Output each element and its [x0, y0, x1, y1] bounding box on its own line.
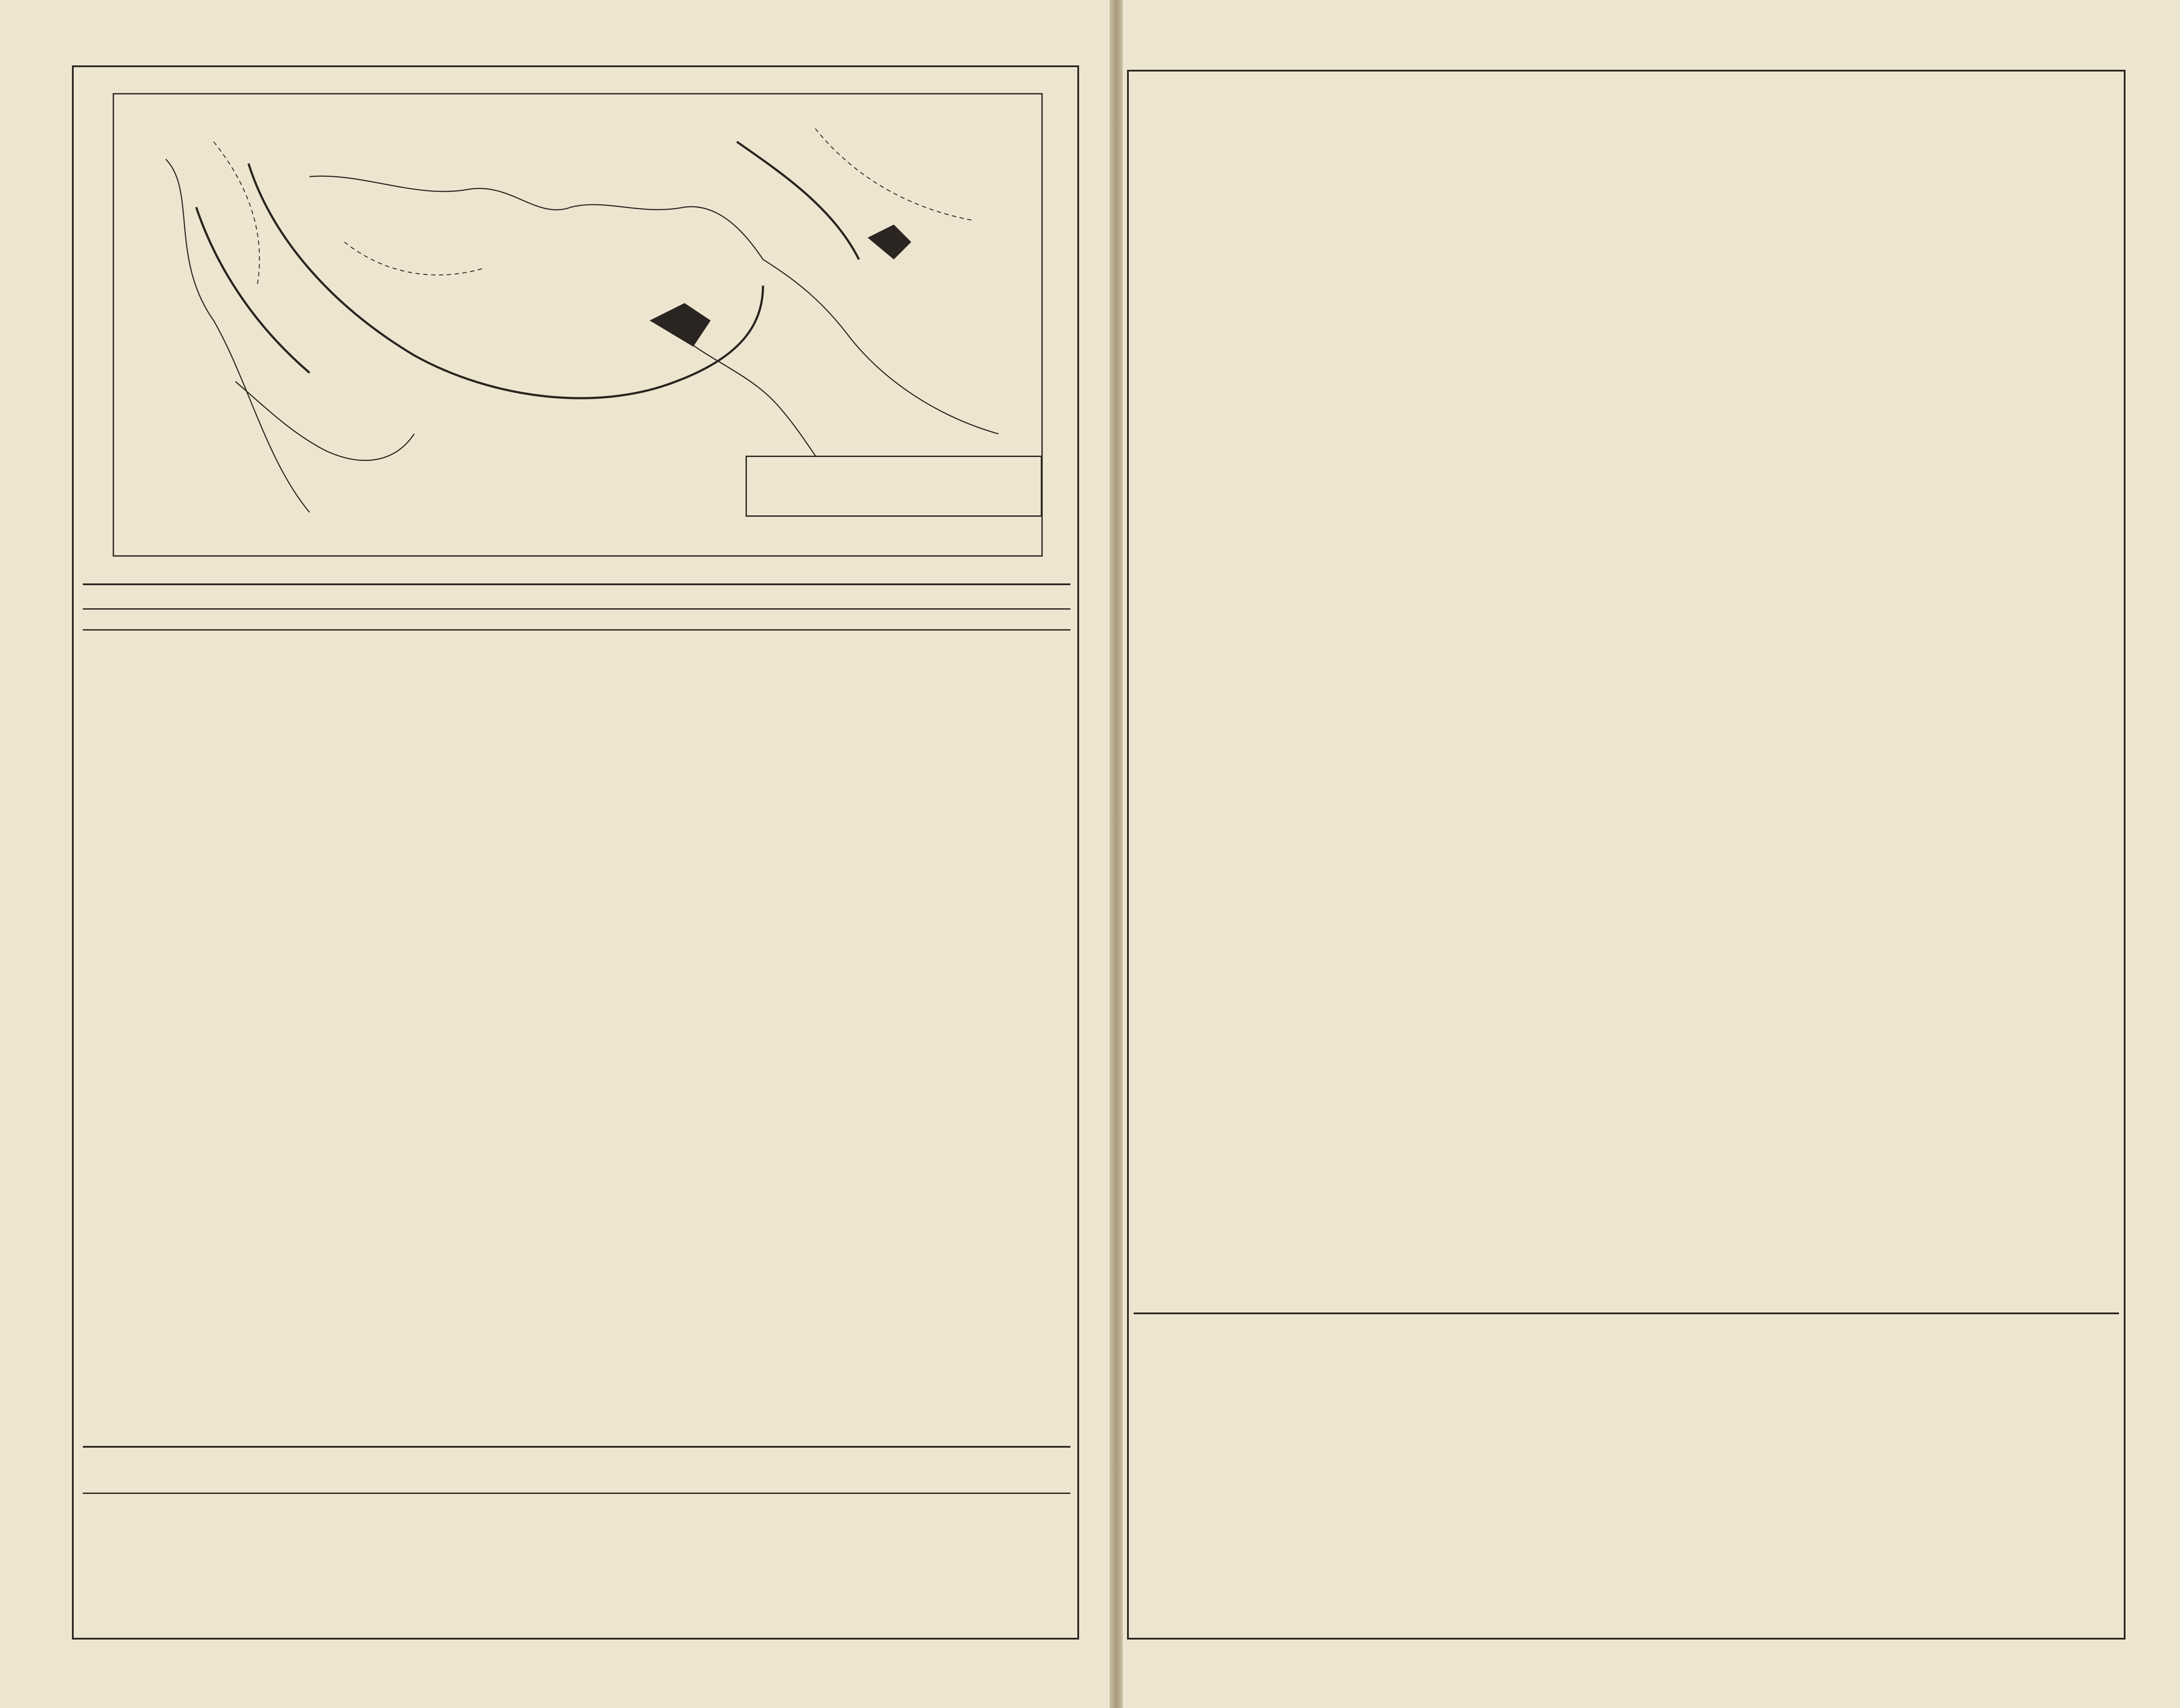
ships-drawing — [83, 631, 1070, 1446]
ships-longitude-header — [83, 610, 1070, 631]
right-frame — [1127, 70, 2126, 1640]
weather-map — [83, 76, 1070, 578]
footnote-rule — [1134, 1313, 2119, 1314]
ships-title-bar — [83, 583, 1070, 610]
ships-diagram — [83, 631, 1070, 1446]
book-gutter — [1110, 0, 1123, 1708]
ships-normal-row — [83, 1446, 1070, 1494]
map-legend-box — [746, 456, 1042, 517]
